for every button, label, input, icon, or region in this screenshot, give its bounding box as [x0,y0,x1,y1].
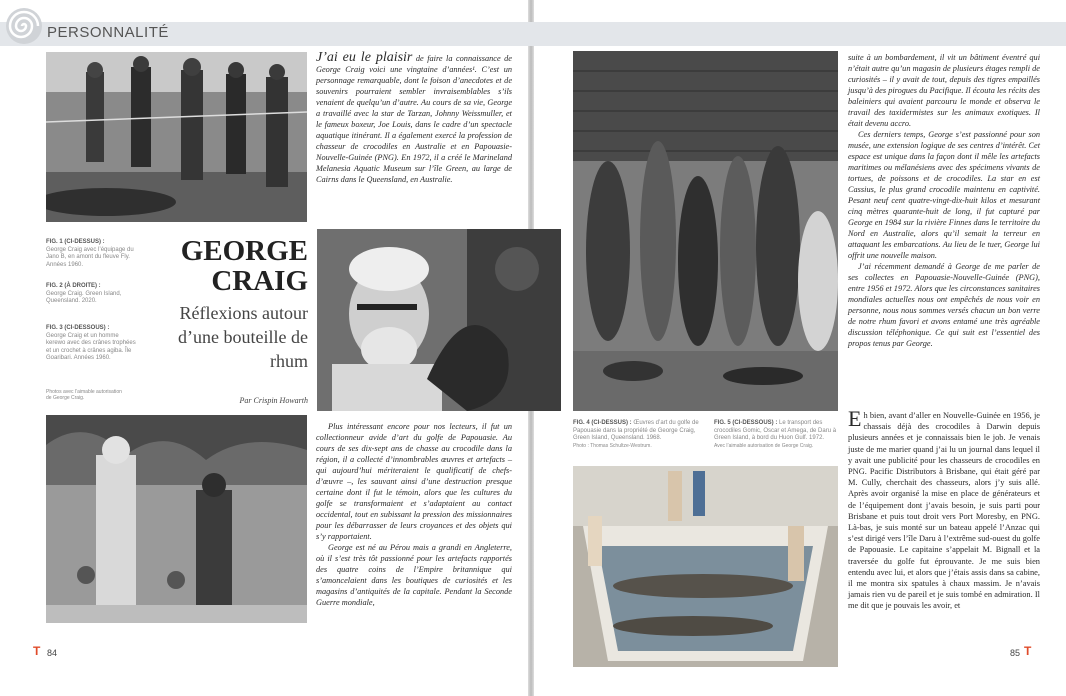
caption-fig5 [714,420,839,450]
caption-fig3-label: FIG. 3 (CI-DESSOUS) : [46,325,110,331]
left-column-para1: Plus intéressant encore pour nos lecteurs, il fut un collectionneur avide d’art du golfe de Papouasie. Au cours de ses dix-sept ans de chasse au crocodile dans la région, il a collecté d’innombrables œuvres et artefacts – qui aujourd’hui mériteraient le qualificatif de chefs-d’œuvre –, les sauvant ainsi d’une destruction presque certaine dont il fut le témoin, alors que les cultures du golfe se transformaient et s’adaptaient au contact occidental, tout en subissant la pression des missionnaires pour les débarrasser de leurs croyances et des objets qui s’y rapportaient. [316,422,512,541]
page-mark-right-icon: T [1024,644,1032,658]
caption-fig2 [46,283,136,306]
caption-fig4-label: FIG. 4 (CI-DESSUS) : [573,420,632,426]
spiral-logo-icon [4,6,44,46]
right-column-text [848,52,1040,349]
photo-george-portrait [317,229,561,411]
page-number-right: 85 [1010,648,1021,658]
caption-fig3-text: George Craig et un homme kerewo avec des crânes trophées et un crochet à crânes agiba. Île Goaribari. Années 1960. [46,332,136,361]
caption-fig4-text: Œuvres d’art du golfe de Papouasie dans la propriété de George Craig, Green Island, Queensland. 1968. [573,420,699,441]
right-column-para1: suite à un bombardement, il vit un bâtiment éventré qui n’était autre qu’un magasin de plusieurs étages rempli de curiosités – il y avait de tout, depuis des tigres empaillés jusqu’à des pirogues du Pacifique. Il écouta les récits des baleiniers qui avaient parcouru le monde et observa le travail des taxidermistes sur les animaux exotiques. Il était devenu accro. [848,53,1040,128]
page-number-left: 84 [47,648,58,658]
caption-fig2-label: FIG. 2 (À DROITE) : [46,283,101,289]
caption-fig3 [46,325,136,363]
right-column-para3: J’ai récemment demandé à George de me parler de ses collectes en Papouasie-Nouvelle-Guinée (PNG), entre 1956 et 1972. Alors que les circonstances sanitaires mondiales actuelles nous ont empêchés de nous voir en personne, nous nous sommes versés chacun un bon verre de notre rhum favori et avons entamé une très agréable discussion téléphonique. Ce qui suit est l’essentiel des propos tenus par George. [848,262,1040,348]
interview-text [848,406,1040,612]
article-title: GEORGE CRAIG [180,235,308,297]
interview-drop-cap: E [848,406,862,431]
right-column-para2: Ces derniers temps, George s’est passionné pour son musée, une extension logique de ses centres d’intérêt. Cet espace est unique dans la façon dont il mêle les artefacts maritimes ou mélanésiens avec des spécimens vivants de tortues, de poissons et de crocodiles. La star en est Cassius, le plus grand crocodile maintenu en captivité. Pesant neuf cent quatre-vingt-dix-huit kilos et mesurant cinq mètres quarante-huit de long, il fut capturé par George en 1984 sur la rivière Finnes dans le territoire du Nord en Australie, alors qu’il semait la terreur en attaquant les embarcations. Au lieu de le tuer, George lui offrit une nouvelle maison. [848,130,1040,260]
caption-photos-credit: Photos avec l’aimable autorisation de George Craig. [46,389,122,401]
photo-boat-crocodiles [573,466,838,667]
article-byline: Par Crispin Howarth [239,396,308,405]
caption-fig2-text: George Craig. Green Island, Queensland. 2020. [46,290,122,304]
caption-fig4-credit: Photo : Thomas Schultze-Westrum. [573,442,652,449]
intro-paragraph [316,52,512,185]
intro-text: de faire la connaissance de George Craig voici une vingtaine d’années¹. C’est un personnage remarquable, dont le foison d’anecdotes et de souvenirs pourraient sembler invraisemblables s’ils venaient de quelqu’un d’autre. Au cours de sa vie, George a travaillé avec la star de Tarzan, Johnny Weissmuller, et le fameux boxeur, Joe Louis, dans le cadre d’un spectacle aquatique itinérant. Il a également exercé la profession de chasseur de crocodiles en Australie et en Papouasie-Nouvelle-Guinée (PNG). En 1972, il a créé le Marineland Melanesia Aquatic Museum sur l’île Green, au large de Cairns dans le Queensland, en Australie. [316,54,512,184]
caption-fig1-text: George Craig avec l’équipage du Jano B, en amont du fleuve Fly. Années 1960. [46,246,134,268]
section-label: PERSONNALITÉ [47,24,169,41]
photo-gulf-artworks [573,51,838,411]
caption-fig5-label: FIG. 5 (CI-DESSOUS) : [714,420,778,426]
interview-body: h bien, avant d’aller en Nouvelle-Guinée en 1956, je chassais déjà des crocodiles à Darwin depuis plusieurs années et je connaissais bien le job. Je venais juste de me marier quand j’ai lu un journal dans lequel il y avait une publicité pour les chasseurs de crocodiles en PNG. Pacific Distributors à Brisbane, qui était géré par M. Cully, cherchait des chasseurs, alors j’y suis allé. Après avoir organisé la mise en place de générateurs et de l’équipement dont j’avais besoin, je suis parti pour Brisbane et puis tout droit vers Port Moresby, en PNG. Là-bas, je suis monté sur un bateau appelé l’Anzac qui s’est dirigé vers l’île Daru à l’extrême sud-ouest du golfe de Papouasie. Le capitaine s’appelait M. Bignall et la traversée du golfe fut éprouvante. Je me suis bien entendu avec lui, et alors que j’étais assis dans sa cabine, il me montra six spatules à chaux massim. Je n’avais jamais rien vu de pareil et je suis tombé en admiration. Il me dit que je pouvais les avoir, et [848,411,1040,611]
caption-fig5-credit: Avec l’aimable autorisation de George Craig. [714,442,814,449]
article-subtitle: Réflexions autour d’une bouteille de rhum [178,303,308,371]
photo-kerewo-man [46,415,307,623]
caption-fig5-text: Le transport des crocodiles Gomic, Oscar et Amega, de Daru à Green Island, à bord du Huon Gulf. 1972. [714,420,837,441]
caption-fig1 [46,239,136,269]
caption-fig1-label: FIG. 1 (CI-DESSUS) : [46,239,105,245]
page-mark-left-icon: T [33,644,41,658]
caption-fig4 [573,420,703,450]
left-column-para2: George est né au Pérou mais a grandi en Angleterre, où il s’est très tôt passionné pour les artefacts rapportés des quatre coins de l’Empire britannique qui s’amoncelaient dans les boutiques de curiosités et les magasins d’antiquités de la capitale. Pendant la Seconde Guerre mondiale, [316,543,512,607]
left-column-text [316,421,512,608]
photo-crocodile-crew [46,52,307,222]
intro-lead: J’ai eu le plaisir [316,50,413,65]
